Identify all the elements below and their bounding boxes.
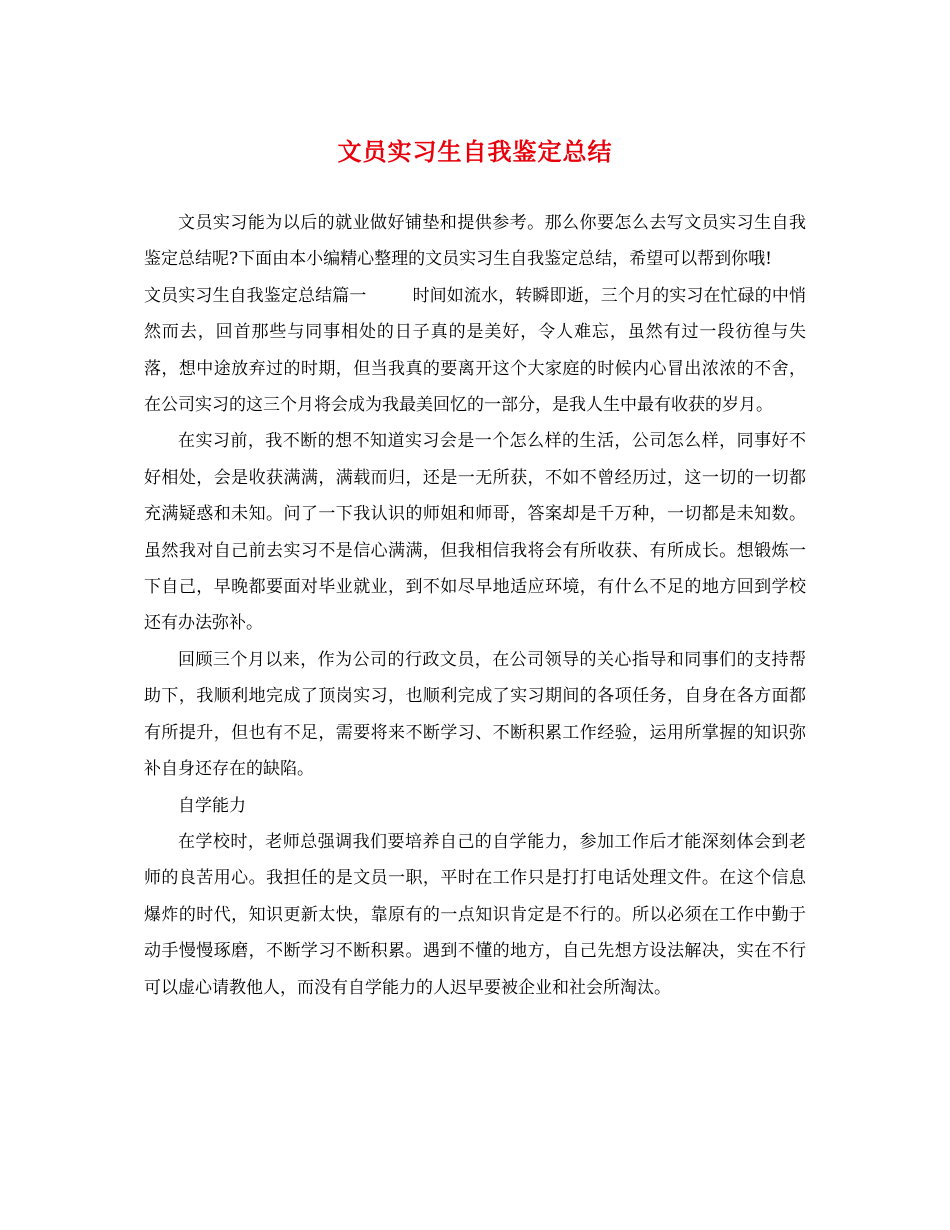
- paragraph-2: 在实习前，我不断的想不知道实习会是一个怎么样的生活，公司怎么样，同事好不好相处，会是收获满满，满载而归，还是一无所获，不如不曾经历过，这一切的一切都充满疑惑和未知。问了一下我认识的师姐和师哥，答案却是千万种，一切都是未知数。虽然我对自己前去实习不是信心满满，但我相信我将会有所收获、有所成长。想锻炼一下自己，早晚都要面对毕业就业，到不如尽早地适应环境，有什么不足的地方回到学校还有办法弥补。: [144, 431, 806, 634]
- intro-paragraph: 文员实习能为以后的就业做好铺垫和提供参考。那么你要怎么去写文员实习生自我鉴定总结呢?下面由本小编精心整理的文员实习生自我鉴定总结，希望可以帮到你哦!: [144, 213, 806, 270]
- document-title: 文员实习生自我鉴定总结: [337, 137, 613, 166]
- section1-heading: 文员实习生自我鉴定总结篇一: [144, 285, 367, 306]
- document-body: [144, 205, 806, 1006]
- section1-text: 时间如流水，转瞬即逝，三个月的实习在忙碌的中悄然而去，回首那些与同事相处的日子真的是美好，令人难忘，虽然有过一段彷徨与失落，想中途放弃过的时期，但当我真的要离开这个大家庭的时候内心冒出浓浓的不舍，在公司实习的这三个月将会成为我最美回忆的一部分，是我人生中最有收获的岁月。: [144, 285, 807, 416]
- paragraph-4: 在学校时，老师总强调我们要培养自己的自学能力，参加工作后才能深刻体会到老师的良苦用心。我担任的是文员一职，平时在工作只是打打电话处理文件。在这个信息爆炸的时代，知识更新太快，靠原有的一点知识肯定是不行的。所以必须在工作中勤于动手慢慢琢磨，不断学习不断积累。遇到不懂的地方，自己先想方设法解决，实在不行可以虚心请教他人，而没有自学能力的人迟早要被企业和社会所淘汰。: [144, 831, 806, 998]
- section1-paragraph: [144, 278, 806, 424]
- subheading-self-study: 自学能力: [178, 795, 246, 816]
- paragraph-3: 回顾三个月以来，作为公司的行政文员，在公司领导的关心指导和同事们的支持帮助下，我顺利地完成了顶岗实习，也顺利完成了实习期间的各项任务，自身在各方面都有所提升，但也有不足，需要将来不断学习、不断积累工作经验，运用所掌握的知识弥补自身还存在的缺陷。: [144, 649, 806, 780]
